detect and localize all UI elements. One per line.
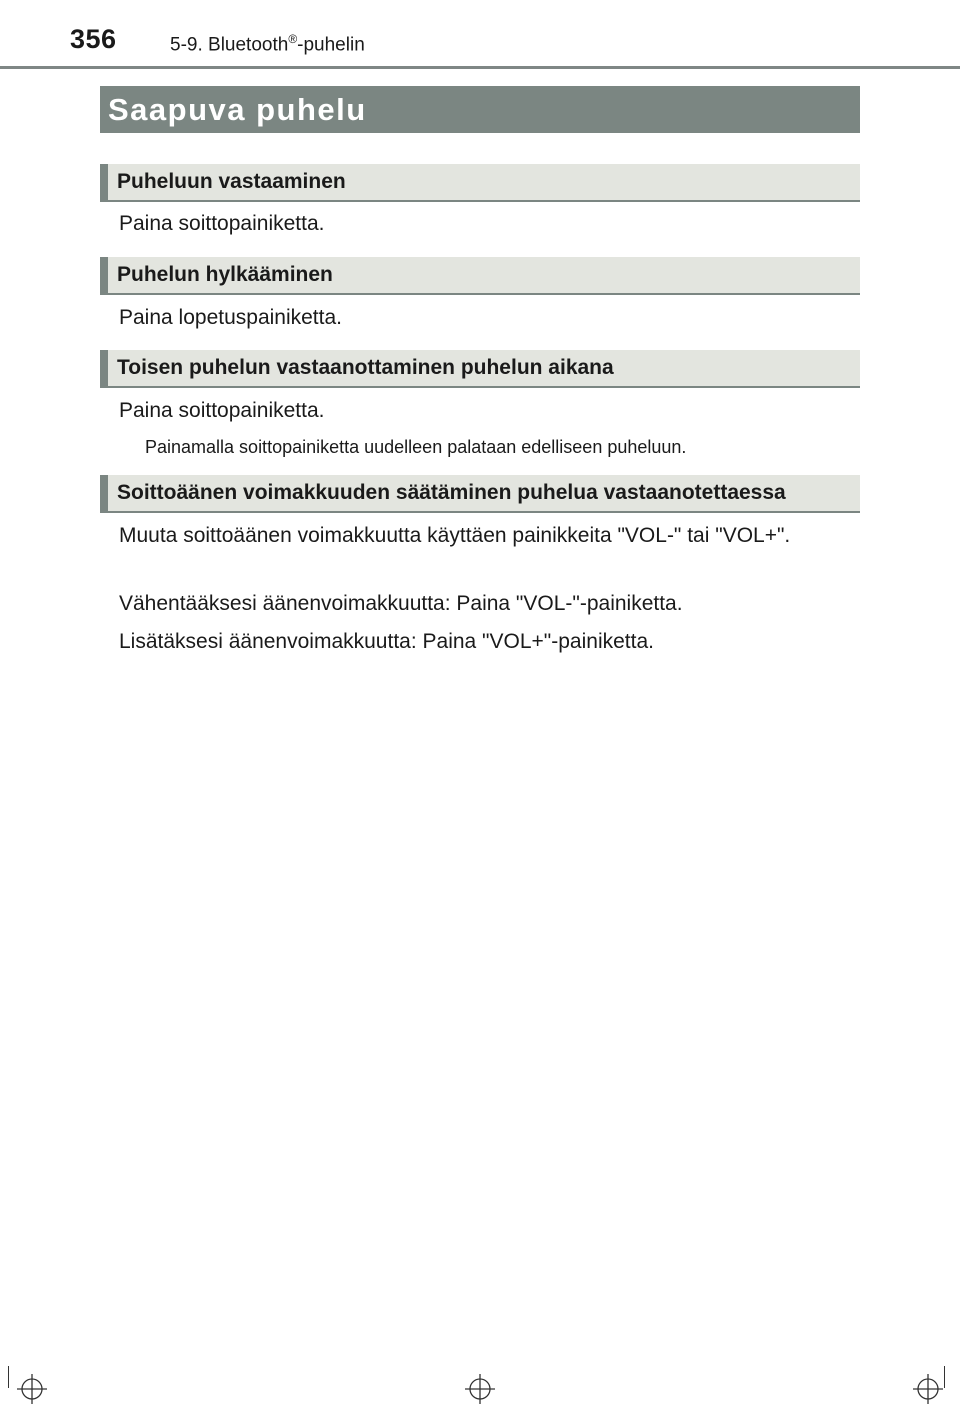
crop-mark: [944, 1366, 945, 1388]
paragraph-reject-call: Paina lopetuspainiketta.: [119, 306, 342, 329]
page-number: 356: [70, 24, 117, 54]
header-rule: [0, 66, 960, 69]
page-title: Saapuva puhelu: [100, 86, 860, 133]
crop-mark: [8, 1366, 9, 1388]
registration-mark-icon: [913, 1374, 943, 1404]
registration-mark-icon: [465, 1374, 495, 1404]
subheading-reject-call: Puhelun hylkääminen: [100, 257, 860, 295]
registered-mark: ®: [288, 32, 298, 46]
paragraph-volume-down: Vähentääksesi äänenvoimakkuutta: Paina "VOL-"-painiketta.: [119, 592, 683, 615]
paragraph-second-call: Paina soittopainiketta.: [119, 399, 325, 422]
subheading-ringtone-volume: Soittoäänen voimakkuuden säätäminen puhelua vastaanotettaessa: [100, 475, 860, 513]
paragraph-volume-up: Lisätäksesi äänenvoimakkuutta: Paina "VOL+"-painiketta.: [119, 630, 654, 653]
subheading-second-call: Toisen puhelun vastaanottaminen puhelun aikana: [100, 350, 860, 388]
note-second-call: Painamalla soittopainiketta uudelleen palataan edelliseen puheluun.: [145, 437, 687, 457]
section-label: [170, 32, 365, 56]
paragraph-answer-call: Paina soittopainiketta.: [119, 212, 325, 235]
section-prefix: 5-9. Bluetooth: [170, 34, 289, 56]
section-suffix: -puhelin: [297, 34, 365, 56]
paragraph-ringtone-volume: Muuta soittoäänen voimakkuutta käyttäen painikkeita "VOL-" tai "VOL+".: [119, 524, 791, 547]
page-header: [0, 0, 960, 70]
registration-mark-icon: [17, 1374, 47, 1404]
subheading-answer-call: Puheluun vastaaminen: [100, 164, 860, 202]
